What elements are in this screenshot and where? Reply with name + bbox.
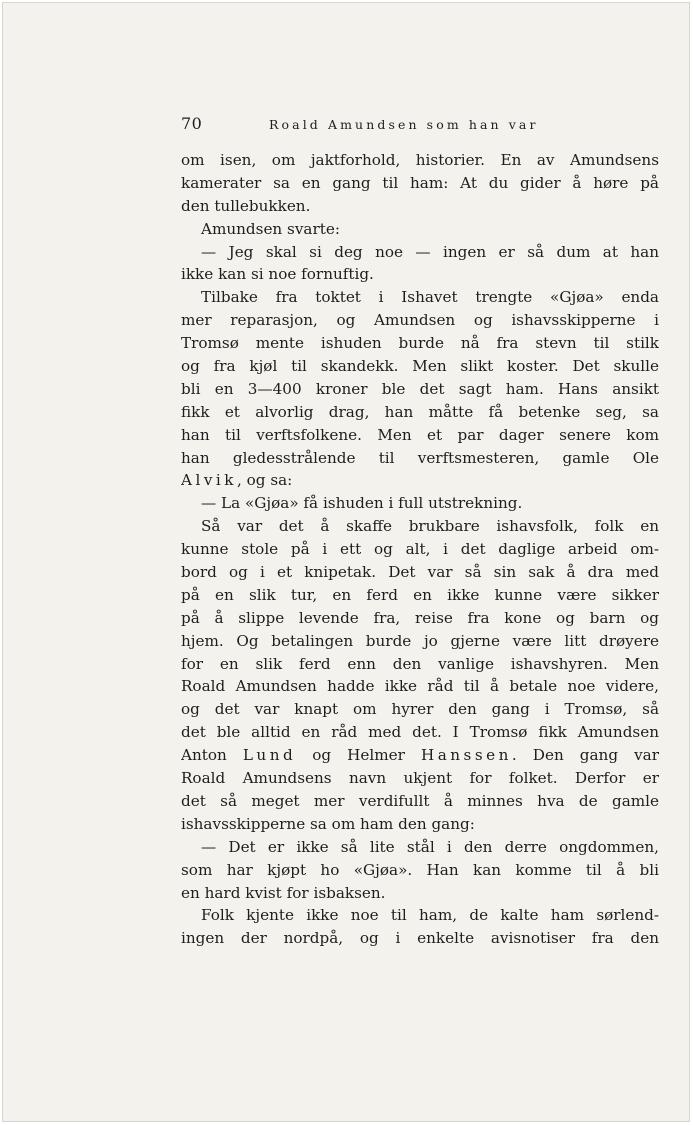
text-line: på å slippe levende fra, reise fra kone og barn og xyxy=(181,608,659,627)
text-line: kunne stole på i ett og alt, i det daglige arbeid om- xyxy=(181,540,659,559)
text-fragment: Anton xyxy=(181,746,243,765)
text-line xyxy=(181,469,659,492)
text-line: — La «Gjøa» få ishuden i full utstrekning. xyxy=(201,494,523,513)
spaced-name: Alvik xyxy=(181,471,237,490)
text-line: ingen der nordpå, og i enkelte avisnotiser fra den xyxy=(181,929,659,948)
text-line: — Det er ikke så lite stål i den derre ongdommen, xyxy=(201,837,659,856)
text-line: Roald Amundsen hadde ikke råd til å betale noe videre, xyxy=(181,677,659,696)
text-line: Amundsen svarte: xyxy=(201,219,340,238)
text-line: bli en 3—400 kroner ble det sagt ham. Hans ansikt xyxy=(181,379,659,398)
text-fragment: og Helmer xyxy=(296,746,421,765)
text-line: — Jeg skal si deg noe — ingen er så dum at han xyxy=(201,242,659,261)
text-fragment: . Den gang var xyxy=(511,746,659,765)
body-text xyxy=(181,149,659,950)
page-number: 70 xyxy=(181,114,203,133)
text-line: Tilbake fra toktet i Ishavet trengte «Gjøa» enda xyxy=(201,288,659,307)
text-line: og fra kjøl til skandekk. Men slikt koster. Det skulle xyxy=(181,357,659,376)
text-line: Tromsø mente ishuden burde nå fra stevn til stilk xyxy=(181,334,659,353)
text-line: det ble alltid en råd med det. I Tromsø fikk Amundsen xyxy=(181,723,659,742)
page-header xyxy=(181,114,659,136)
text-line: ikke kan si noe fornuftig. xyxy=(181,265,374,284)
text-line: Folk kjente ikke noe til ham, de kalte ham sørlend- xyxy=(201,906,659,925)
text-line: Roald Amundsens navn ukjent for folket. Derfor er xyxy=(181,769,659,788)
text-line: på en slik tur, en ferd en ikke kunne være sikker xyxy=(181,585,659,604)
running-head: Roald Amundsen som han var xyxy=(269,117,539,132)
text-line: han gledesstrålende til verftsmesteren, gamle Ole xyxy=(181,448,659,467)
text-line: en hard kvist for isbaksen. xyxy=(181,883,386,902)
text-line: om isen, om jaktforhold, historier. En av Amundsens xyxy=(181,151,659,169)
text-line: bord og i et knipetak. Det var så sin sak å dra med xyxy=(181,563,659,582)
text-line: han til verftsfolkene. Men et par dager senere kom xyxy=(181,425,659,444)
text-line: fikk et alvorlig drag, han måtte få betenke seg, sa xyxy=(181,402,659,421)
text-line: som har kjøpt ho «Gjøa». Han kan komme til å bli xyxy=(181,860,659,879)
text-line: og det var knapt om hyrer den gang i Tromsø, så xyxy=(181,700,659,719)
text-line xyxy=(181,744,659,767)
spaced-name: Hanssen xyxy=(420,746,512,765)
text-line: ishavsskipperne sa om ham den gang: xyxy=(181,814,475,833)
text-line: kamerater sa en gang til ham: At du gider å høre på xyxy=(181,173,659,192)
text-line: hjem. Og betalingen burde jo gjerne være litt drøyere xyxy=(181,631,659,650)
text-fragment: , og sa: xyxy=(236,471,293,490)
text-line: Så var det å skaffe brukbare ishavsfolk, folk en xyxy=(201,517,659,536)
text-line: det så meget mer verdifullt å minnes hva de gamle xyxy=(181,791,659,810)
text-line: for en slik ferd enn den vanlige ishavshyren. Men xyxy=(181,654,659,673)
spaced-name: Lund xyxy=(242,746,297,765)
text-line: den tullebukken. xyxy=(181,196,311,215)
text-line: mer reparasjon, og Amundsen og ishavsskipperne i xyxy=(181,311,659,330)
